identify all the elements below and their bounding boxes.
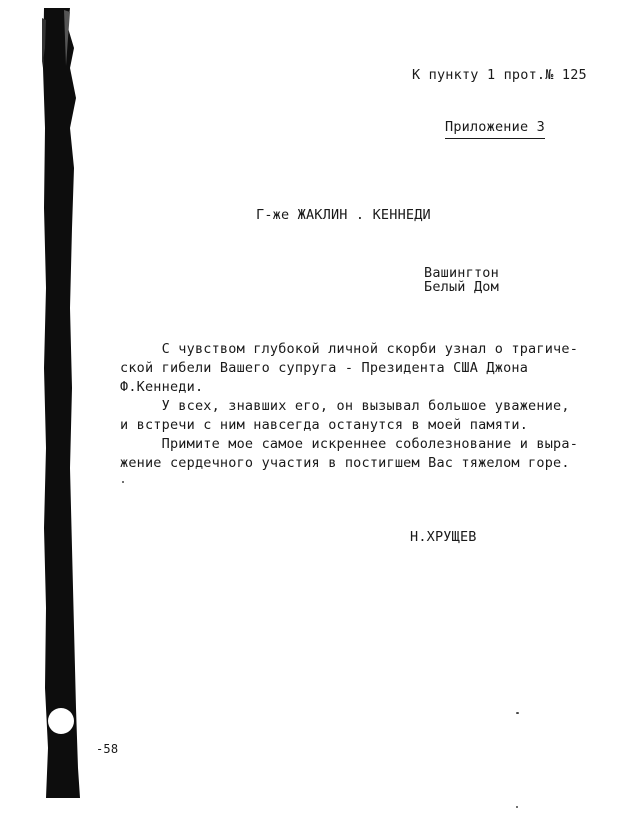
body-line: Ф.Кеннеди. — [120, 379, 204, 395]
body-line: Примите мое самое искреннее соболезнование и выра- — [120, 436, 579, 452]
body-line: и встречи с ним навсегда останутся в моей памяти. — [120, 417, 529, 433]
body-line: С чувством глубокой личной скорби узнал о трагиче- — [120, 341, 579, 357]
protocol-reference: К пункту 1 прот.№ 125 — [412, 67, 587, 83]
address-city: Вашингтон — [424, 265, 499, 281]
address-building: Белый Дом — [424, 279, 499, 295]
paper-speck — [122, 481, 124, 483]
appendix-label: Приложение 3 — [445, 118, 545, 139]
addressee: Г-же ЖАКЛИН . КЕННЕДИ — [256, 207, 431, 223]
body-line: жение сердечного участия в постигшем Вас тяжелом горе. — [120, 455, 570, 471]
page-number: -58 — [96, 742, 119, 756]
paper-speck — [516, 806, 518, 808]
body-line: ской гибели Вашего супруга - Президента США Джона — [120, 360, 529, 376]
paper-speck — [516, 712, 519, 714]
punch-hole — [48, 708, 74, 734]
signature: Н.ХРУЩЕВ — [410, 529, 477, 545]
body-line: У всех, знавших его, он вызывал большое уважение, — [120, 398, 570, 414]
